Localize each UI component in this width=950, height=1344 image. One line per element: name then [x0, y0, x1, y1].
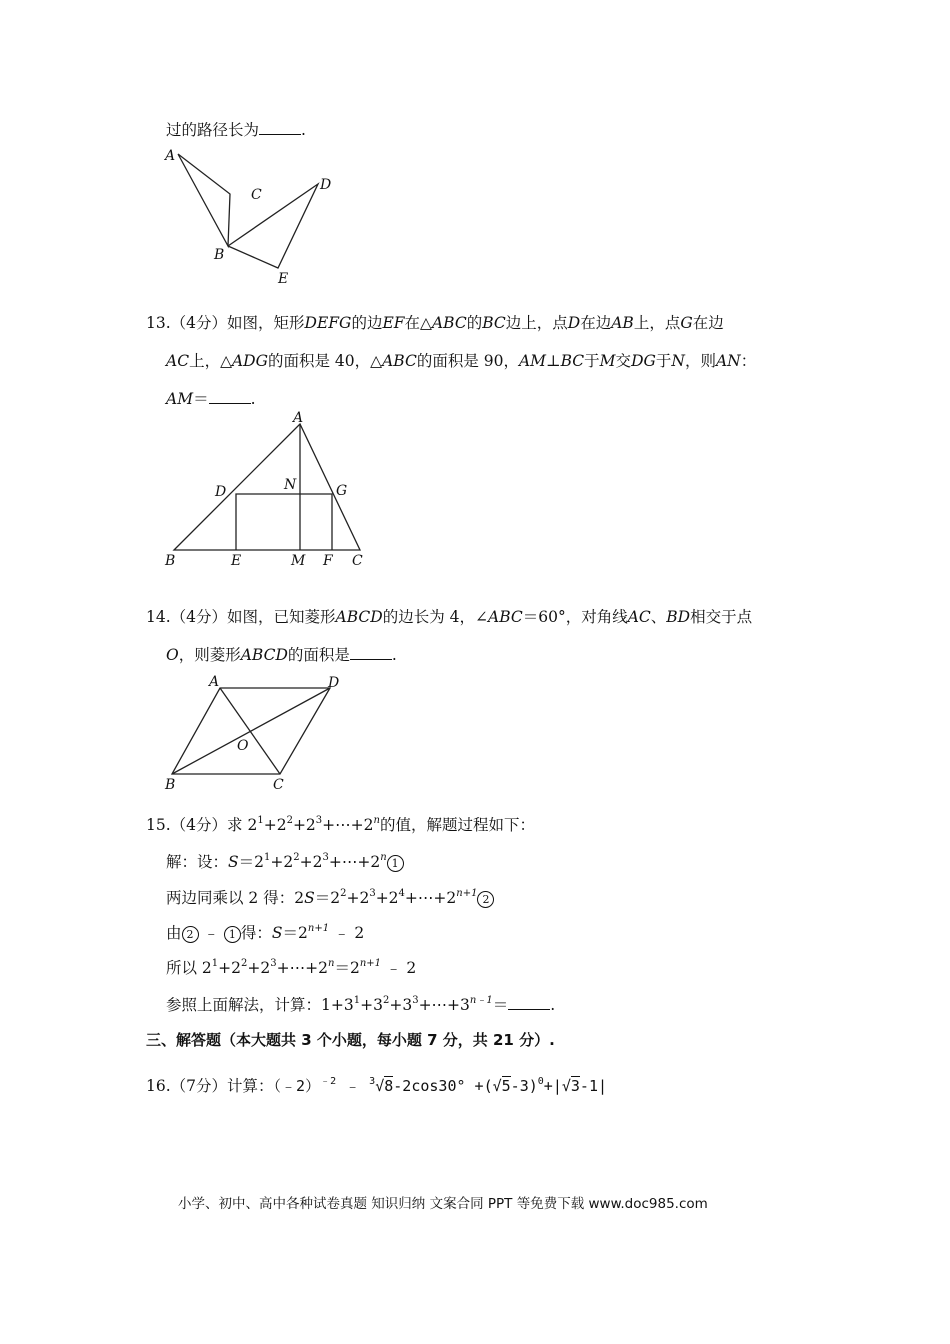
q15-exp: 2	[340, 888, 347, 899]
q15-solution	[166, 852, 404, 872]
q15-score: （4分）	[170, 816, 228, 834]
q15-exp: n+1	[456, 888, 478, 899]
q15-text: ﹣ 2	[381, 959, 417, 977]
q16-term: -1|	[579, 1077, 608, 1095]
q13-var: AC	[166, 352, 190, 370]
q15-text: 的值，解题过程如下：	[379, 816, 535, 834]
q15-text: +⋯+2	[276, 959, 328, 977]
q15-text: +3	[360, 996, 383, 1014]
q14-text: 的面积是	[287, 646, 350, 664]
label-a: A	[165, 148, 176, 164]
rectangle-defg	[236, 494, 332, 550]
q15-text: 参照上面解法，计算：1+3	[166, 996, 354, 1014]
q13-text: ：	[740, 352, 757, 370]
q15-exp: 1	[264, 852, 271, 863]
label-a: A	[209, 674, 220, 690]
radicand: 8	[384, 1077, 394, 1095]
q15-text: +2	[375, 889, 399, 907]
q15-var: S	[228, 853, 239, 871]
label-f: F	[323, 553, 333, 569]
q15-text: +⋯+2	[322, 816, 374, 834]
q13-text: 的边	[351, 314, 383, 332]
q12-end: .	[301, 121, 306, 139]
q15-exp: 3	[315, 815, 323, 826]
label-e: E	[278, 271, 289, 287]
q15-text: ＝2	[282, 924, 308, 942]
q13-var: BC	[482, 314, 506, 332]
q15-var: S	[304, 889, 315, 907]
q15-number: 15.	[146, 816, 171, 834]
q15-var: S	[271, 924, 283, 942]
q13-text: 于	[655, 352, 672, 370]
q15-text: 求 2	[227, 816, 258, 834]
q15-text: +⋯+3	[418, 996, 470, 1014]
q13-text: 的面积是 90，	[416, 352, 519, 370]
q15-exp: n	[380, 852, 387, 863]
q14-var: ABCD	[240, 646, 288, 664]
q15-exp: 3	[369, 888, 376, 899]
q16-number: 16.	[146, 1077, 171, 1095]
q15-text: ﹣ 2	[329, 924, 365, 942]
label-b: B	[214, 247, 225, 263]
q14-score: （4分）	[170, 608, 228, 626]
q16-term: ﹣	[336, 1077, 370, 1095]
page-footer: 小学、初中、高中各种试卷真题 知识归纳 文案合同 PPT 等免费下载 www.doc985.com	[178, 1196, 708, 1212]
label-c: C	[273, 777, 284, 793]
label-d: D	[328, 675, 340, 691]
q14-var: ABC	[488, 608, 523, 626]
q16-term: （﹣2）	[273, 1077, 321, 1095]
q16-term: +(	[465, 1077, 493, 1095]
q15-text: 两边同乘以 2 得：2	[166, 889, 305, 907]
q13-text: 边上，点	[505, 314, 568, 332]
q15-text: +2	[270, 853, 294, 871]
q13-var: ABC	[431, 314, 467, 332]
q15-text: +3	[389, 996, 413, 1014]
q15-text: +2	[263, 816, 287, 834]
radical-sign: √	[492, 1077, 502, 1095]
q14-blank	[350, 645, 392, 660]
circled-two: 2	[477, 891, 494, 908]
q13-line2	[166, 351, 756, 371]
triangle-bde	[228, 184, 318, 268]
label-c: C	[251, 187, 262, 203]
q13-var: G	[680, 314, 693, 332]
q13-text: 上，△	[189, 352, 232, 370]
q14-text: 如图，已知菱形	[227, 608, 336, 626]
q13-var: ADG	[231, 352, 268, 370]
q15-exp: 2	[382, 995, 390, 1006]
q15-text: 由	[166, 924, 182, 942]
circled-one: 1	[224, 926, 241, 943]
q16-exp: 0	[537, 1076, 544, 1087]
q14-text: ，则菱形	[178, 646, 241, 664]
q16-exp: ﹣2	[320, 1076, 337, 1087]
q13-text: 交	[615, 352, 632, 370]
label-o: O	[237, 738, 249, 754]
q14-text: 相交于点	[690, 608, 753, 626]
q15-multiply	[166, 888, 494, 908]
q15-text: +2	[299, 853, 323, 871]
q13-var: N	[671, 352, 685, 370]
label-n: N	[284, 477, 297, 493]
q15-exp: 1	[257, 815, 264, 826]
q15-intro	[146, 815, 535, 835]
circled-two: 2	[182, 926, 199, 943]
q13-text: ＝	[193, 390, 209, 408]
q14-end: .	[391, 646, 397, 664]
q16-formula	[274, 1077, 607, 1095]
q13-var: DEFG	[304, 314, 352, 332]
q15-text: ＝2	[334, 959, 360, 977]
q13-var: EF	[382, 314, 405, 332]
q15-exp: 3	[322, 852, 329, 863]
q13-var: AB	[611, 314, 634, 332]
q15-text: +⋯+2	[404, 889, 457, 907]
q13-var: ABC	[382, 352, 417, 370]
q15-exp: 1	[353, 995, 361, 1006]
q13-text: 上，点	[633, 314, 681, 332]
q15-exp: 4	[398, 888, 405, 899]
q13-var: AM⊥BC	[518, 352, 585, 370]
label-b: B	[165, 777, 176, 793]
q15-text: +2	[292, 816, 316, 834]
q13-text: 在△	[404, 314, 432, 332]
q13-var: AM	[166, 390, 194, 408]
q15-text: +2	[346, 889, 370, 907]
q15-exp: 2	[241, 958, 248, 969]
q15-text: ﹣	[198, 924, 224, 942]
q15-exp: n+1	[359, 958, 381, 969]
q14-text: 的边长为 4，∠	[382, 608, 488, 626]
q13-text: 的面积是 40，△	[268, 352, 383, 370]
q15-exp: n	[373, 815, 380, 826]
q15-text: 解：设：	[166, 853, 229, 871]
q13-text: 的	[466, 314, 483, 332]
figure-q12	[160, 146, 350, 291]
q15-text: +2	[218, 959, 242, 977]
q15-text: ＝2	[238, 853, 265, 871]
triangle-abc	[178, 154, 230, 246]
q13-var: M	[599, 352, 616, 370]
q16-term: -2cos30°	[393, 1077, 466, 1095]
q15-text: ＝	[492, 996, 509, 1014]
q15-text: 所以 2	[166, 959, 212, 977]
q14-text: 、	[650, 608, 667, 626]
q13-var: AN	[715, 352, 741, 370]
q12-tail	[166, 120, 306, 140]
label-g: G	[336, 483, 348, 499]
q15-exp: n﹣1	[469, 995, 493, 1006]
q15-text: +⋯+2	[328, 853, 381, 871]
q15-blank	[508, 995, 550, 1010]
q13-var: DG	[631, 352, 656, 370]
label-d: D	[215, 484, 227, 500]
q15-text: ＝2	[314, 889, 341, 907]
section-three-title: 三、解答题（本大题共 3 个小题，每小题 7 分，共 21 分）.	[146, 1031, 555, 1049]
q14-var: AC	[627, 608, 651, 626]
q15-end: .	[550, 996, 556, 1014]
q14-var: O	[166, 646, 179, 664]
cbrt-index: 3	[369, 1076, 376, 1087]
q13-number: 13.	[146, 314, 171, 332]
q15-reference	[166, 995, 555, 1015]
q15-exp: 2	[286, 815, 293, 826]
q13-end: .	[250, 390, 256, 408]
q15-result	[166, 958, 416, 978]
q14-number: 14.	[146, 608, 171, 626]
q13-score: （4分）	[170, 314, 228, 332]
q16-term: -3)	[510, 1077, 538, 1095]
q13-text: 于	[584, 352, 600, 370]
q14-text: ＝60°，对角线	[522, 608, 628, 626]
q15-text: +2	[247, 959, 271, 977]
label-d: D	[320, 177, 332, 193]
q12-blank	[259, 120, 301, 135]
q15-exp: 1	[211, 958, 219, 969]
q16-text: 计算：	[227, 1077, 274, 1095]
q13-blank	[209, 389, 251, 404]
q15-text: 得：	[240, 924, 272, 942]
label-a: A	[293, 410, 304, 426]
q12-text: 过的路径长为	[166, 121, 260, 139]
q13-line1	[146, 313, 724, 333]
q16-line	[146, 1076, 607, 1096]
q14-line1	[146, 607, 752, 627]
q15-exp: n+1	[307, 923, 330, 934]
radicand: 3	[570, 1077, 580, 1095]
q14-var: BD	[666, 608, 691, 626]
q15-exp: 3	[270, 958, 277, 969]
figure-q14	[160, 672, 360, 797]
radical-sign: √	[561, 1077, 571, 1095]
label-b: B	[165, 553, 176, 569]
label-m: M	[291, 553, 306, 569]
q13-text: 在边	[692, 314, 724, 332]
q13-text: 如图，矩形	[227, 314, 305, 332]
radical-sign: √	[375, 1077, 385, 1095]
label-c: C	[352, 553, 363, 569]
q16-term: +|	[543, 1077, 562, 1095]
q13-text: ，则	[684, 352, 716, 370]
figure-q13	[160, 412, 380, 572]
q15-subtract	[166, 923, 364, 943]
q13-var: D	[567, 314, 581, 332]
label-e: E	[231, 553, 242, 569]
q15-exp: n	[327, 958, 335, 969]
q15-exp: 3	[412, 995, 419, 1006]
radicand: 5	[501, 1077, 511, 1095]
q13-text: 在边	[580, 314, 612, 332]
q16-score: （7分）	[170, 1077, 228, 1095]
q15-exp: 2	[293, 852, 300, 863]
circled-one: 1	[387, 855, 404, 872]
q14-line2	[166, 645, 397, 665]
q13-line3	[166, 389, 256, 409]
q14-var: ABCD	[335, 608, 383, 626]
